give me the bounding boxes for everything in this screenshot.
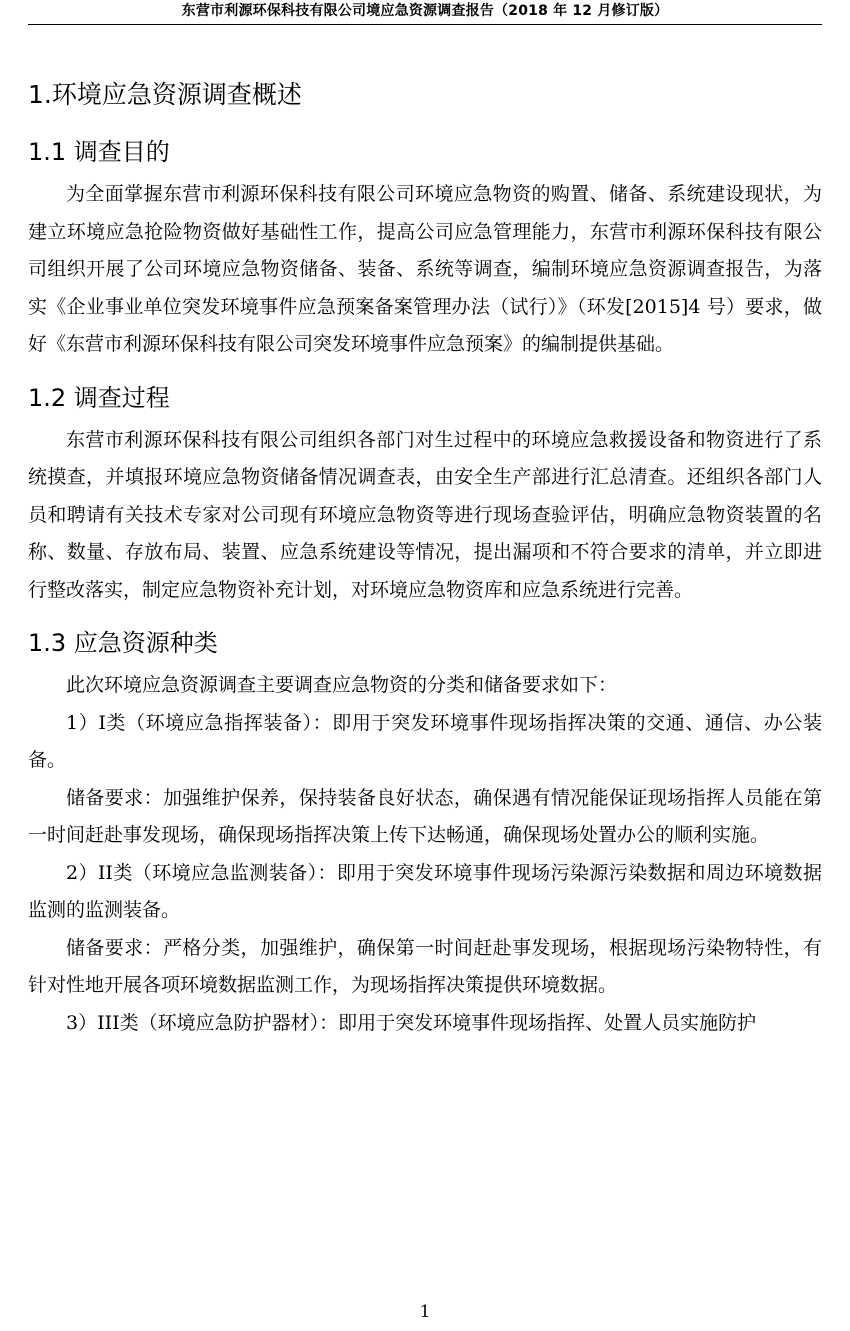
paragraph: 2）II类（环境应急监测装备）：即用于突发环境事件现场污染源污染数据和周边环境数据监测的监测装备。 — [28, 861, 822, 921]
paragraph: 此次环境应急资源调查主要调查应急物资的分类和储备要求如下： — [66, 674, 618, 696]
paragraph: 为全面掌握东营市利源环保科技有限公司环境应急物资的购置、储备、系统建设现状，为建立环境应急抢险物资做好基础性工作，提高公司应急管理能力，东营市利源环保科技有限公司组织开展了公司环境应急物资储备、装备、系统等调查，编制环境应急资源调查报告，为落实《企业事业单位突发环境事件应急预案备案管理办法（试行）》（环发[2015]4 号）要求，做好《东营市利源环保科技有限公司突发环境事件应急预案》的编制提供基础。 — [28, 183, 822, 355]
paragraph: 储备要求：加强维护保养，保持装备良好状态，确保遇有情况能保证现场指挥人员能在第一时间赶赴事发现场，确保现场指挥决策上传下达畅通，确保现场处置办公的顺利实施。 — [28, 786, 822, 846]
header-divider — [28, 24, 822, 25]
document-body — [28, 72, 822, 1042]
paragraph: 1）I类（环境应急指挥装备）：即用于突发环境事件现场指挥决策的交通、通信、办公装备。 — [28, 711, 822, 771]
section-title: 1.环境应急资源调查概述 — [28, 80, 302, 109]
paragraph: 东营市利源环保科技有限公司组织各部门对生过程中的环境应急救援设备和物资进行了系统摸查，并填报环境应急物资储备情况调查表，由安全生产部进行汇总清查。还组织各部门人员和聘请有关技术专家对公司现有环境应急物资等进行现场查验评估，明确应急物资装置的名称、数量、存放布局、装置、应急系统建设等情况，提出漏项和不符合要求的清单，并立即进行整改落实，制定应急物资补充计划，对环境应急物资库和应急系统进行完善。 — [28, 428, 822, 601]
paragraph: 3）III类（环境应急防护器材）：即用于突发环境事件现场指挥、处置人员实施防护 — [66, 1011, 757, 1034]
paragraph: 储备要求：严格分类，加强维护，确保第一时间赶赴事发现场，根据现场污染物特性，有针对性地开展各项环境数据监测工作，为现场指挥决策提供环境数据。 — [28, 936, 822, 996]
subsection-heading-1-2: 1.2 调查过程 — [28, 383, 170, 412]
running-header: 东营市利源环保科技有限公司境应急资源调查报告（2018 年 12 月修订版） — [181, 3, 669, 19]
page-number: 1 — [419, 1302, 431, 1322]
subsection-heading-1-3: 1.3 应急资源种类 — [28, 629, 218, 657]
subsection-heading-1-1: 1.1 调查目的 — [28, 138, 170, 166]
